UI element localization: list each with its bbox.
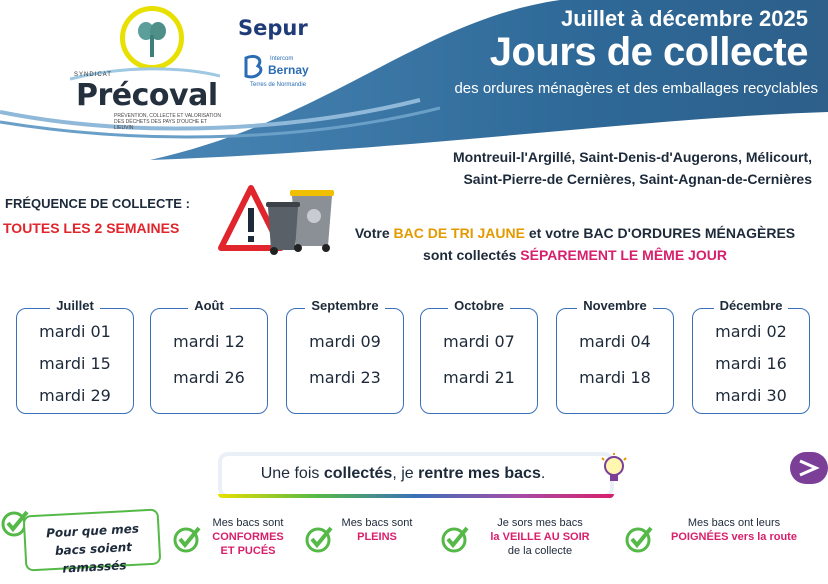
bins-note [330, 222, 820, 266]
precoval-small-text: SYNDICAT [74, 72, 112, 78]
frequency-label: FRÉQUENCE DE COLLECTE : [5, 196, 190, 211]
rules-main-line-1: Pour que mes [45, 521, 140, 541]
rule-text: Mes bacs ont leurs [687, 517, 781, 529]
bins-note-line-1 [330, 222, 820, 244]
sepur-logo: Sepur [238, 16, 308, 40]
collection-date: mardi 18 [579, 368, 651, 387]
rule-highlight: PLEINS [357, 531, 397, 543]
rule-text: de la collecte [507, 545, 573, 557]
collection-date: mardi 07 [443, 332, 515, 351]
bins-note-line-2 [330, 244, 820, 266]
rule-highlight: ET PUCÉS [220, 545, 276, 557]
header-period: Juillet à décembre 2025 [560, 6, 808, 31]
reminder-bold: collectés [323, 465, 393, 482]
intercom-small-text: Intercom [270, 56, 294, 62]
collection-date: mardi 12 [173, 332, 245, 351]
month-name [286, 298, 404, 313]
collection-date: mardi 23 [309, 368, 381, 387]
intercom-mark-icon [244, 54, 266, 80]
collection-date: mardi 21 [443, 368, 515, 387]
month-name-text: Décembre [714, 298, 789, 313]
rule-highlight: CONFORMES [212, 531, 284, 543]
collection-date: mardi 16 [715, 354, 787, 373]
month-name [556, 298, 674, 313]
bins-note-text: Votre [354, 225, 394, 241]
bins-note-text: et votre [524, 225, 584, 241]
rule-highlight: POIGNÉES vers la route [671, 531, 797, 543]
frequency-value: TOUTES LES 2 SEMAINES [3, 220, 180, 236]
tree-icon [137, 21, 167, 59]
rule-text: Mes bacs sont [212, 517, 284, 529]
bins-note-text: sont collectés [423, 247, 521, 263]
rule-text: Je sors mes bacs [497, 517, 583, 529]
month-name-text: Octobre [448, 298, 510, 313]
rule-conform [200, 516, 296, 558]
check-icon [440, 524, 470, 554]
collection-date: mardi 02 [715, 322, 787, 341]
collection-date: mardi 29 [39, 386, 111, 405]
reminder-part: . [540, 465, 546, 482]
month-card [150, 308, 268, 414]
separate-highlight: SÉPAREMENT LE MÊME JOUR [520, 247, 727, 263]
precoval-description: PRÉVENTION, COLLECTE ET VALORISATION DES DÉCHETS DES PAYS D'OUCHE ET LIEUVIN [114, 113, 221, 131]
intercom-logo [244, 54, 324, 94]
month-name-text: Août [188, 298, 230, 313]
communes-line-1: Montreuil-l'Argillé, Saint-Denis-d'Augerons, Mélicourt, [452, 149, 812, 165]
reminder-text [218, 465, 588, 483]
precoval-logo-circle [120, 6, 184, 70]
month-name [150, 298, 268, 313]
communes-list [382, 146, 812, 190]
month-card [420, 308, 538, 414]
month-name [692, 298, 810, 313]
rule-handles [654, 516, 814, 544]
month-card [286, 308, 404, 414]
reminder-bold: rentre mes bacs [418, 465, 541, 482]
yellow-bin-label: BAC DE TRI JAUNE [393, 225, 525, 241]
collection-date: mardi 26 [173, 368, 245, 387]
precoval-logo [70, 6, 240, 136]
reminder-part: Une fois [260, 465, 324, 482]
collection-date: mardi 30 [715, 386, 787, 405]
rule-text: Mes bacs sont [341, 517, 413, 529]
month-name [420, 298, 538, 313]
header-title: Jours de collecte [489, 30, 808, 74]
month-name-text: Septembre [305, 298, 384, 313]
next-arrow-icon [798, 459, 820, 477]
rules-main-box [23, 508, 162, 576]
collection-date: mardi 04 [579, 332, 651, 351]
rule-full [332, 516, 422, 544]
black-bin-label: BAC D'ORDURES MÉNAGÈRES [583, 225, 796, 241]
rules-main-text [27, 519, 160, 580]
banner-gradient-border [218, 494, 614, 498]
intercom-name: Bernay [268, 63, 309, 77]
lightbulb-icon [598, 452, 630, 488]
month-name [16, 298, 134, 313]
reminder-banner [218, 452, 614, 498]
communes-line-2: Saint-Pierre-de Cernières, Saint-Agnan-de-Cernières [463, 171, 812, 187]
collection-date: mardi 01 [39, 322, 111, 341]
intercom-subtitle: Terres de Normandie [250, 82, 307, 88]
check-icon [304, 524, 334, 554]
header-subtitle: des ordures ménagères et des emballages recyclables [454, 80, 818, 97]
rule-evening [470, 516, 610, 558]
precoval-name: Précoval [76, 78, 218, 113]
collection-date: mardi 09 [309, 332, 381, 351]
month-name-text: Novembre [577, 298, 653, 313]
check-icon [172, 524, 202, 554]
check-icon [624, 524, 654, 554]
collection-date: mardi 15 [39, 354, 111, 373]
next-page-button[interactable] [790, 452, 828, 484]
month-card [556, 308, 674, 414]
rules-main-line-2: bacs soient ramassés [54, 539, 133, 576]
reminder-part: , je [392, 465, 419, 482]
month-name-text: Juillet [50, 298, 100, 313]
rule-highlight: la VEILLE AU SOIR [490, 531, 590, 543]
